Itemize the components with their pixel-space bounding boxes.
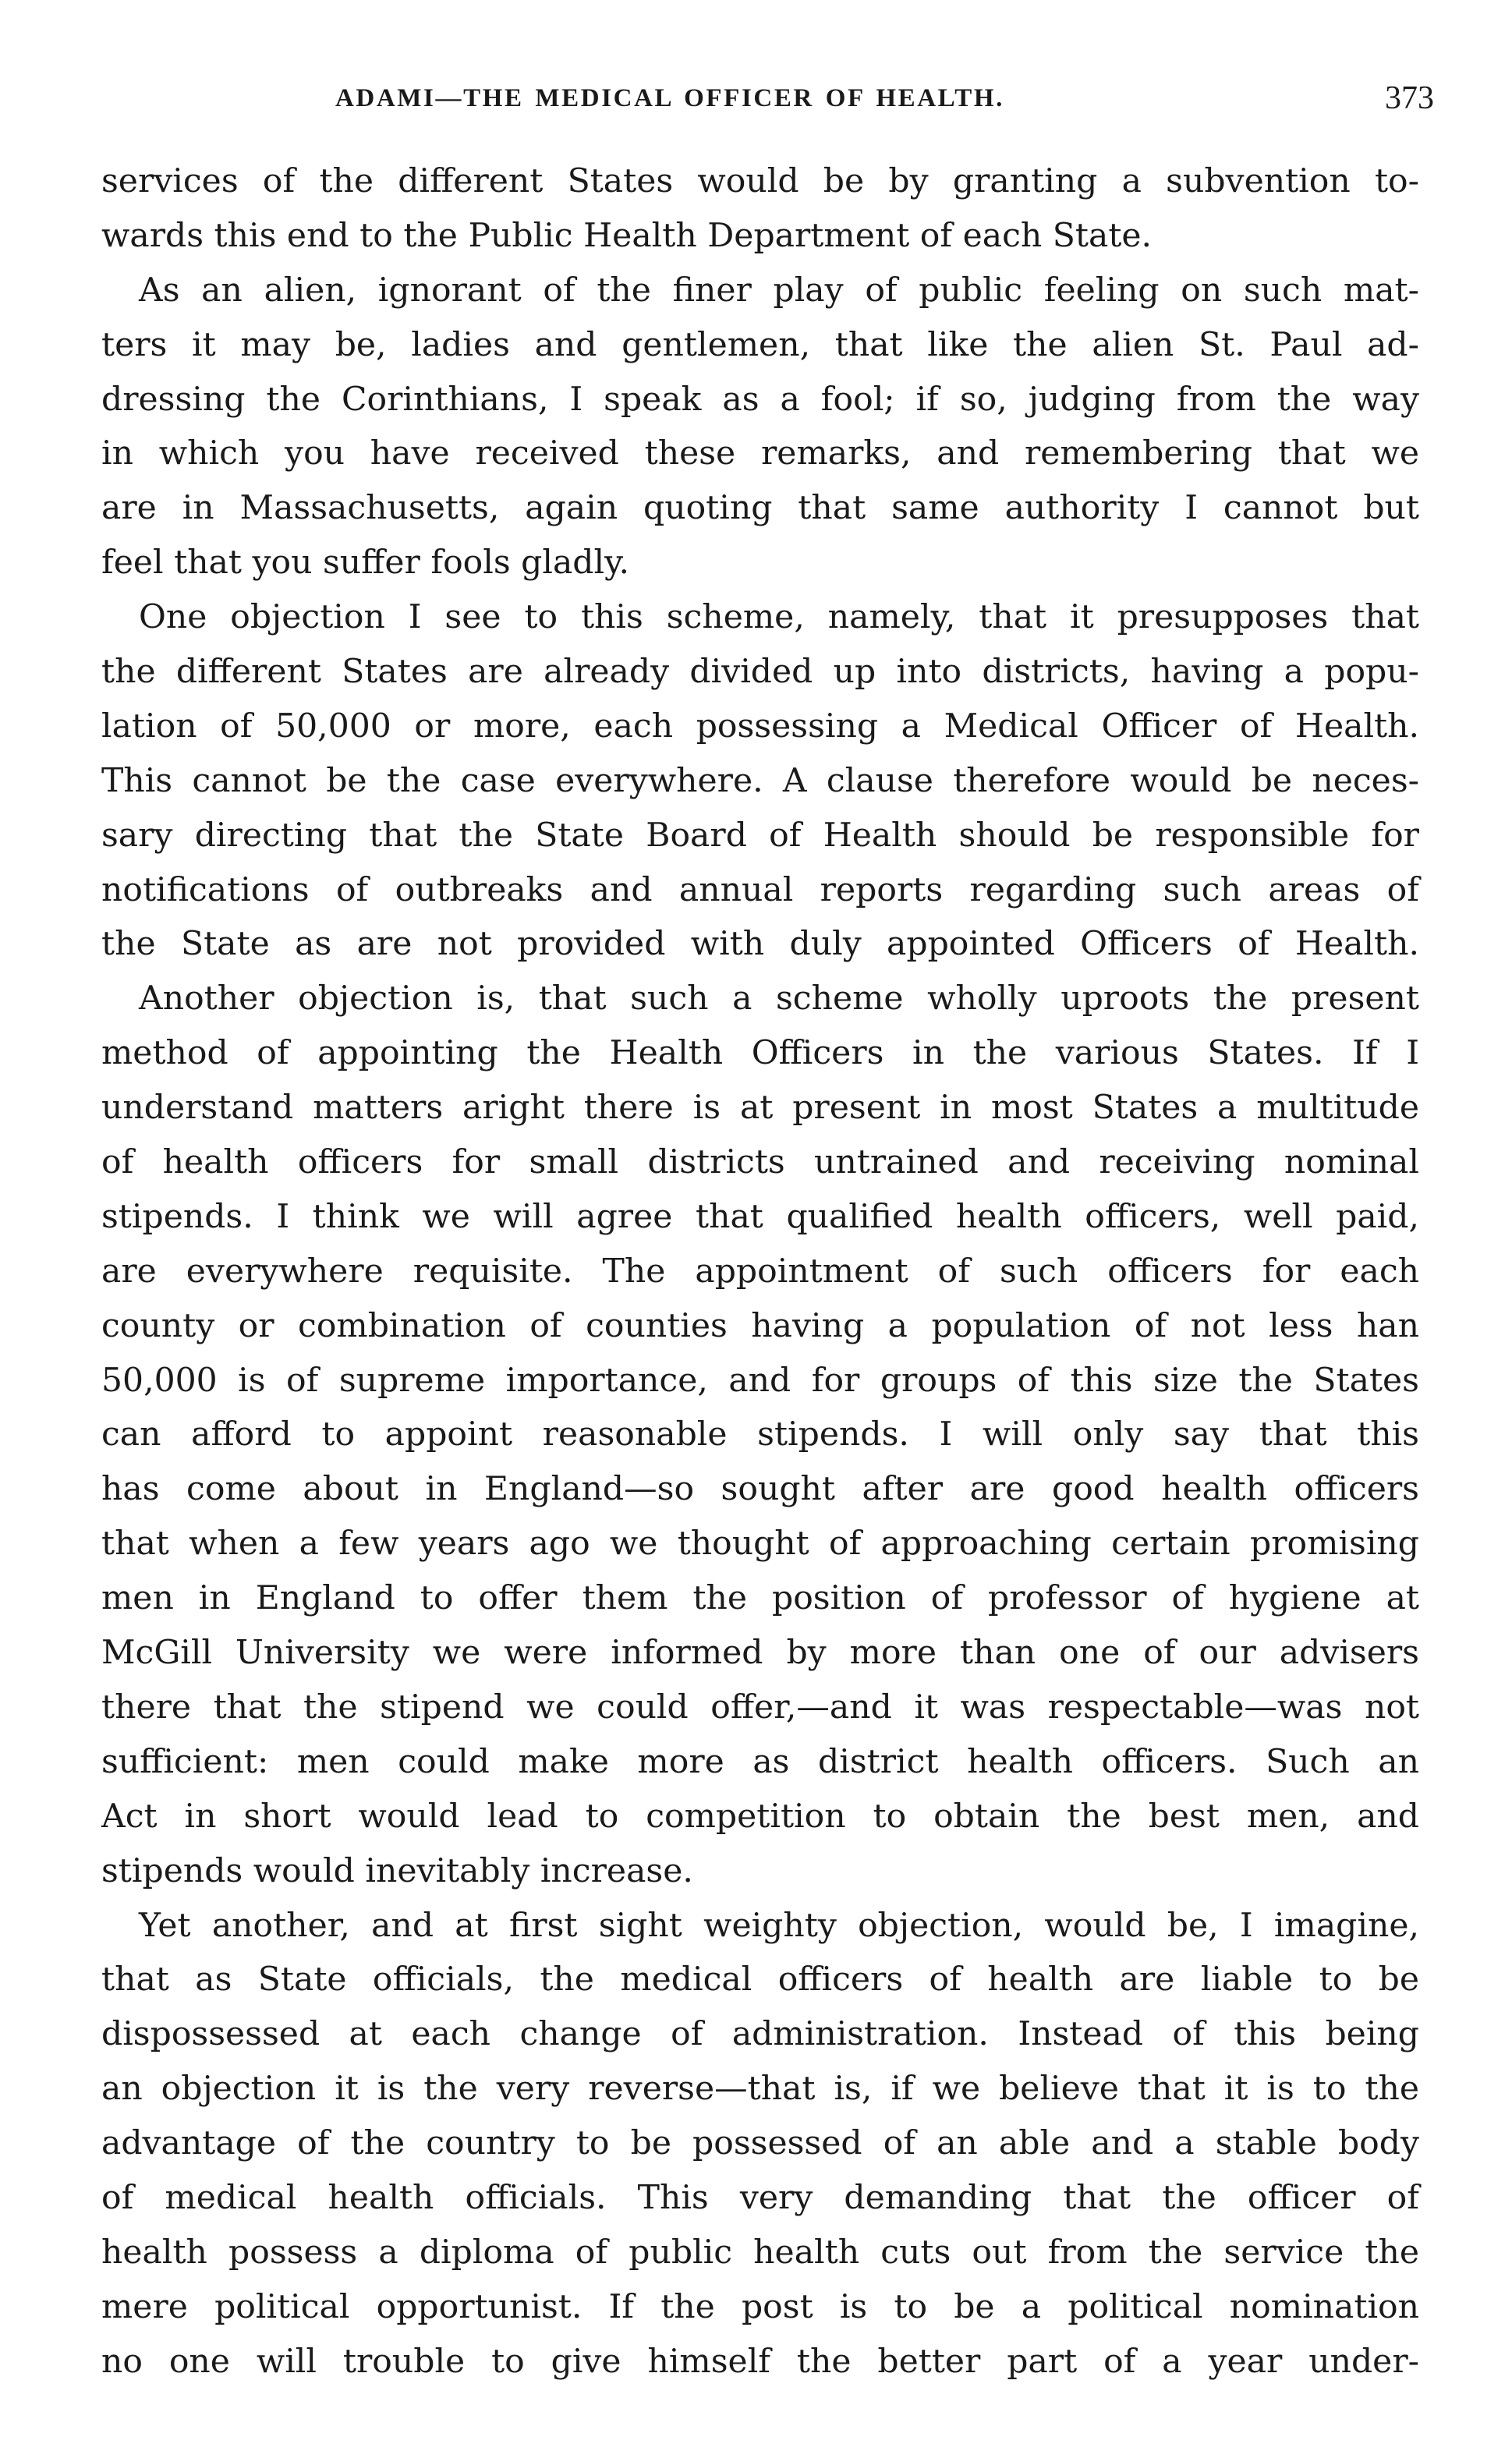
text-line: in which you have received these remarks, and remembering that we — [101, 434, 1419, 473]
text-line: wards this end to the Public Health Department of each State. — [101, 216, 1153, 255]
text-line: men in England to offer them the position of professor of hygiene at — [101, 1579, 1419, 1618]
text-line: stipends would inevitably increase. — [101, 1851, 693, 1890]
text-line: lation of 50,000 or more, each possessing a Medical Officer of Health. — [101, 707, 1419, 746]
text-line: mere political opportunist. If the post is to be a political nomination — [101, 2287, 1419, 2326]
text-line: sary directing that the State Board of Health should be responsible for — [101, 816, 1419, 855]
text-line: are in Massachusetts, again quoting that same authority I cannot but — [101, 489, 1419, 528]
running-head — [101, 80, 1434, 131]
text-line: stipends. I think we will agree that qualified health officers, well paid, — [101, 1197, 1419, 1236]
text-line: the different States are already divided up into districts, having a popu- — [101, 653, 1419, 692]
text-line: dispossessed at each change of administration. Instead of this being — [101, 2015, 1419, 2054]
text-line: there that the stipend we could offer,—and it was respectable—was not — [101, 1688, 1419, 1727]
paragraph-first-line: Another objection is, that such a scheme wholly uproots the present — [139, 979, 1419, 1018]
paragraph-first-line: As an alien, ignorant of the finer play of public feeling on such mat- — [139, 271, 1419, 310]
text-line: 50,000 is of supreme importance, and for groups of this size the States — [101, 1361, 1419, 1400]
text-line: method of appointing the Health Officers in the various States. If I — [101, 1034, 1419, 1073]
text-line: Act in short would lead to competition to obtain the best men, and — [101, 1797, 1419, 1836]
paragraph-first-line: One objection I see to this scheme, namely, that it presupposes that — [139, 598, 1419, 637]
page-number: 373 — [1385, 80, 1434, 116]
text-line: sufficient: men could make more as district health officers. Such an — [101, 1742, 1419, 1781]
paragraph-first-line: Yet another, and at first sight weighty objection, would be, I imagine, — [139, 1906, 1419, 1945]
body-text — [101, 154, 1419, 2389]
text-line: that when a few years ago we thought of approaching certain promising — [101, 1525, 1419, 1564]
text-line: are everywhere requisite. The appointment of such officers for each — [101, 1252, 1419, 1291]
text-line: dressing the Corinthians, I speak as a fool; if so, judging from the way — [101, 380, 1419, 419]
text-line: county or combination of counties having a population of not less han — [101, 1306, 1419, 1345]
text-line: services of the different States would be by granting a subvention to- — [101, 162, 1419, 200]
text-line: ters it may be, ladies and gentlemen, that like the alien St. Paul ad- — [101, 325, 1419, 364]
text-line: feel that you suffer fools gladly. — [101, 544, 629, 583]
text-line: the State as are not provided with duly appointed Officers of Health. — [101, 925, 1419, 964]
text-line: no one will trouble to give himself the better part of a year under- — [101, 2342, 1419, 2381]
text-line: of medical health officials. This very demanding that the officer of — [101, 2178, 1419, 2217]
text-line: notifications of outbreaks and annual reports regarding such areas of — [101, 870, 1419, 909]
text-line: advantage of the country to be possessed of an able and a stable body — [101, 2124, 1419, 2163]
text-line: of health officers for small districts untrained and receiving nominal — [101, 1143, 1419, 1182]
text-line: that as State officials, the medical officers of health are liable to be — [101, 1960, 1419, 1999]
text-line: McGill University we were informed by more than one of our advisers — [101, 1634, 1419, 1673]
text-line: an objection it is the very reverse—that is, if we believe that it is to the — [101, 2070, 1419, 2109]
text-line: This cannot be the case everywhere. A clause therefore would be neces- — [101, 761, 1419, 800]
running-title: ADAMI—THE MEDICAL OFFICER OF HEALTH. — [335, 84, 1004, 112]
text-line: understand matters aright there is at present in most States a multitude — [101, 1089, 1419, 1128]
text-line: health possess a diploma of public health cuts out from the service the — [101, 2233, 1419, 2272]
text-line: has come about in England—so sought after are good health officers — [101, 1470, 1419, 1509]
text-line: can afford to appoint reasonable stipends. I will only say that this — [101, 1415, 1419, 1454]
